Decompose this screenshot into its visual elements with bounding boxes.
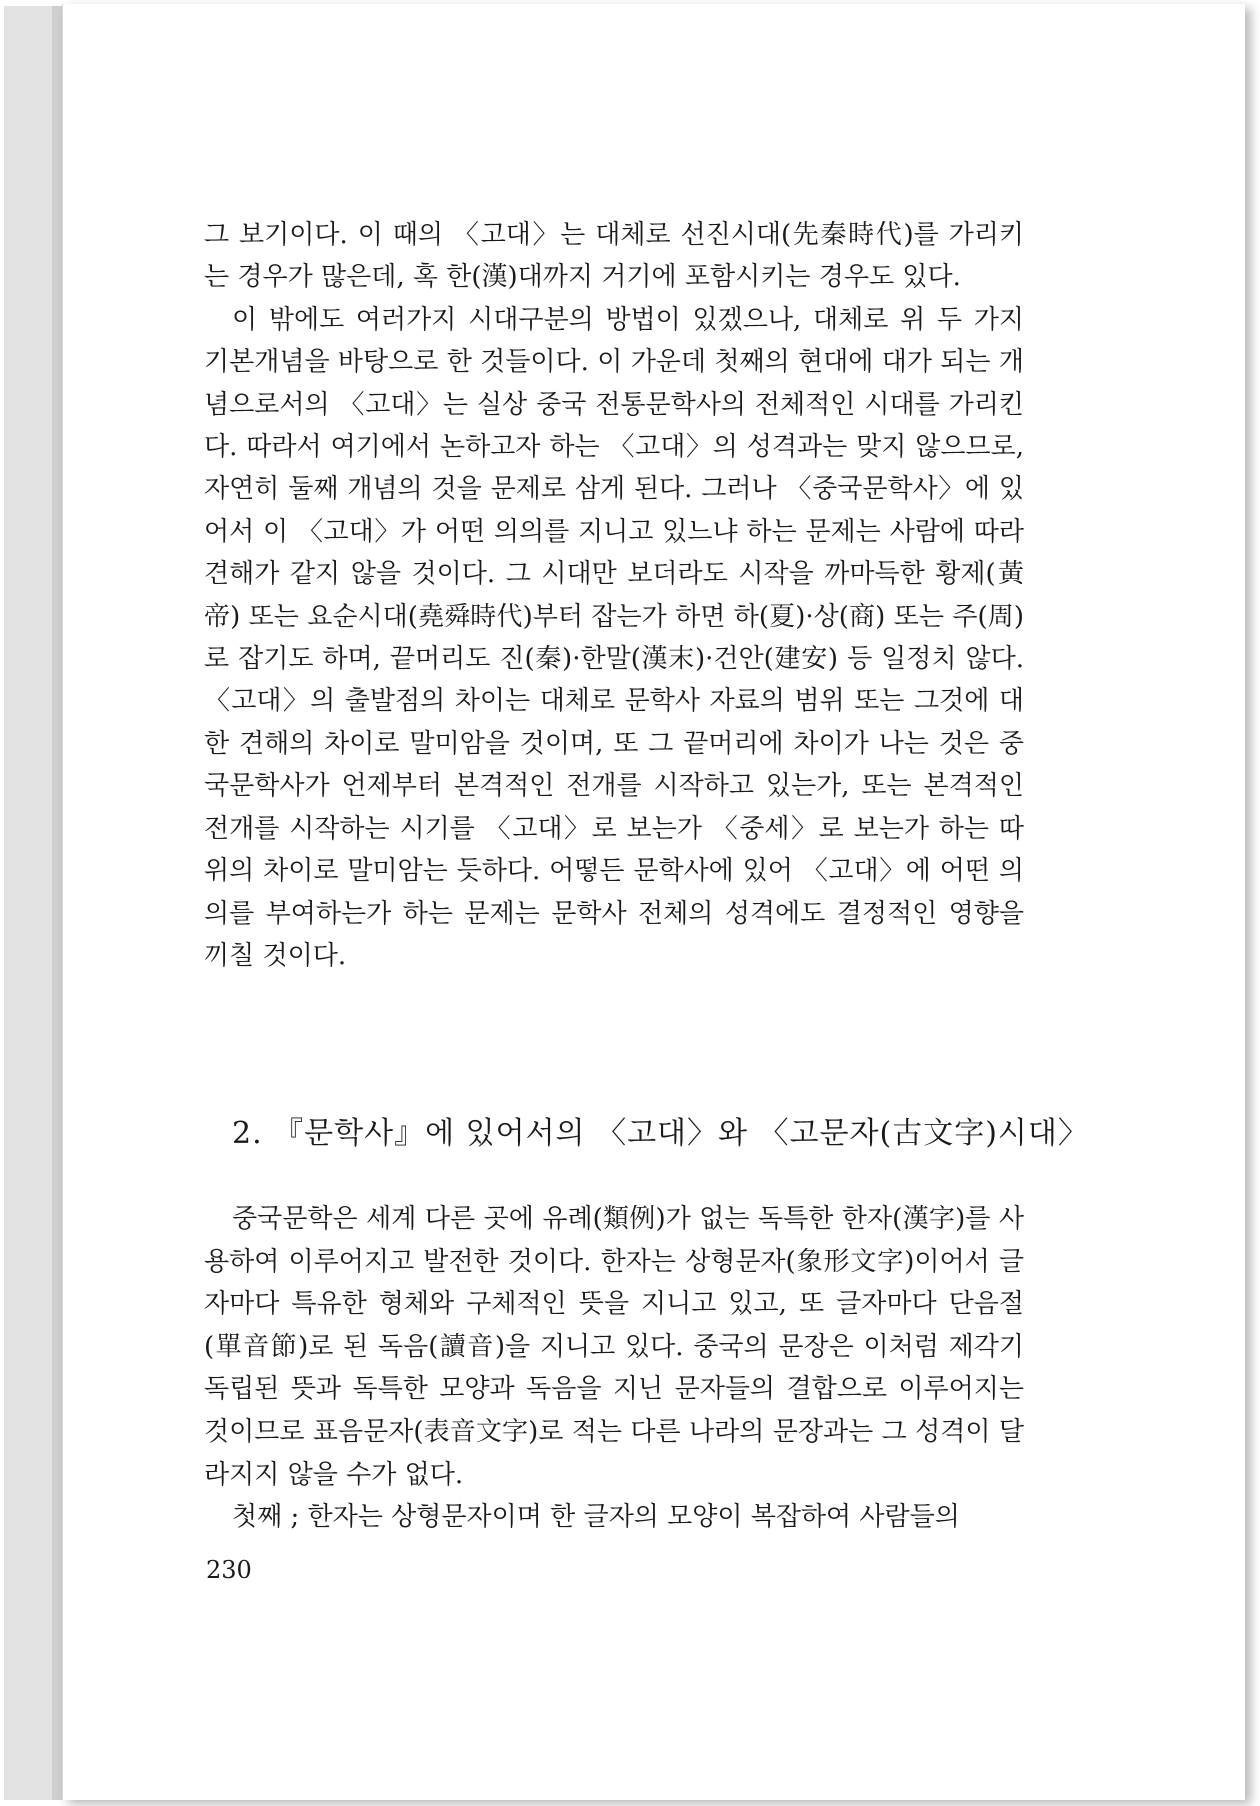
- paragraph: 그 보기이다. 이 때의 〈고대〉는 대체로 선진시대(先秦時代)를 가리키는 경우가 많은데, 혹 한(漢)대까지 거기에 포함시키는 경우도 있다.: [204, 220, 1024, 293]
- page-number: 230: [206, 1556, 252, 1584]
- spine-shade: [52, 6, 62, 1800]
- paragraph: 중국문학은 세계 다른 곳에 유례(類例)가 없는 독특한 한자(漢字)를 사용하여 이루어지고 발전한 것이다. 한자는 상형문자(象形文字)이어서 글자마다 특유한 형체와 구체적인 뜻을 지니고 있고, 또 글자마다 단음절(單音節)로 된 독음(讀音)을 지니고 있다. 중국의 문장은 이처럼 제각기 독립된 뜻과 독특한 모양과 독음을 지닌 문자들의 결합으로 이루어지는 것이므로 표음문자(表音文字)로 적는 다른 나라의 문장과는 그 성격이 달라지지 않을 수가 없다.: [204, 1204, 1024, 1490]
- section-heading: 2. 『문학사』에 있어서의 〈고대〉와 〈고문자(古文字)시대〉: [232, 1116, 1089, 1151]
- body-text-top: [204, 214, 1024, 977]
- paragraph: 첫째 ; 한자는 상형문자이며 한 글자의 모양이 복잡하여 사람들의: [232, 1502, 960, 1533]
- book-spine: [4, 6, 62, 1800]
- body-text-bottom: [204, 1198, 1024, 1539]
- paragraph: 이 밖에도 여러가지 시대구분의 방법이 있겠으나, 대체로 위 두 가지 기본개념을 바탕으로 한 것들이다. 이 가운데 첫째의 현대에 대가 되는 개념으로서의 〈고대〉는 실상 중국 전통문학사의 전체적인 시대를 가리킨다. 따라서 여기에서 논하고자 하는 〈고대〉의 성격과는 맞지 않으므로, 자연히 둘째 개념의 것을 문제로 삼게 된다. 그러나 〈중국문학사〉에 있어서 이 〈고대〉가 어떤 의의를 지니고 있느냐 하는 문제는 사람에 따라 견해가 같지 않을 것이다. 그 시대만 보더라도 시작을 까마득한 황제(黃帝) 또는 요순시대(堯舜時代)부터 잡는가 하면 하(夏)·상(商) 또는 주(周)로 잡기도 하며, 끝머리도 진(秦)·한말(漢末)·건안(建安) 등 일정치 않다. 〈고대〉의 출발점의 차이는 대체로 문학사 자료의 범위 또는 그것에 대한 견해의 차이로 말미암을 것이며, 또 그 끝머리에 차이가 나는 것은 중국문학사가 언제부터 본격적인 전개를 시작하고 있는가, 또는 본격적인 전개를 시작하는 시기를 〈고대〉로 보는가 〈중세〉로 보는가 하는 따위의 차이로 말미암는 듯하다. 어떻든 문학사에 있어 〈고대〉에 어떤 의의를 부여하는가 하는 문제는 문학사 전체의 성격에도 결정적인 영향을 끼칠 것이다.: [204, 304, 1024, 971]
